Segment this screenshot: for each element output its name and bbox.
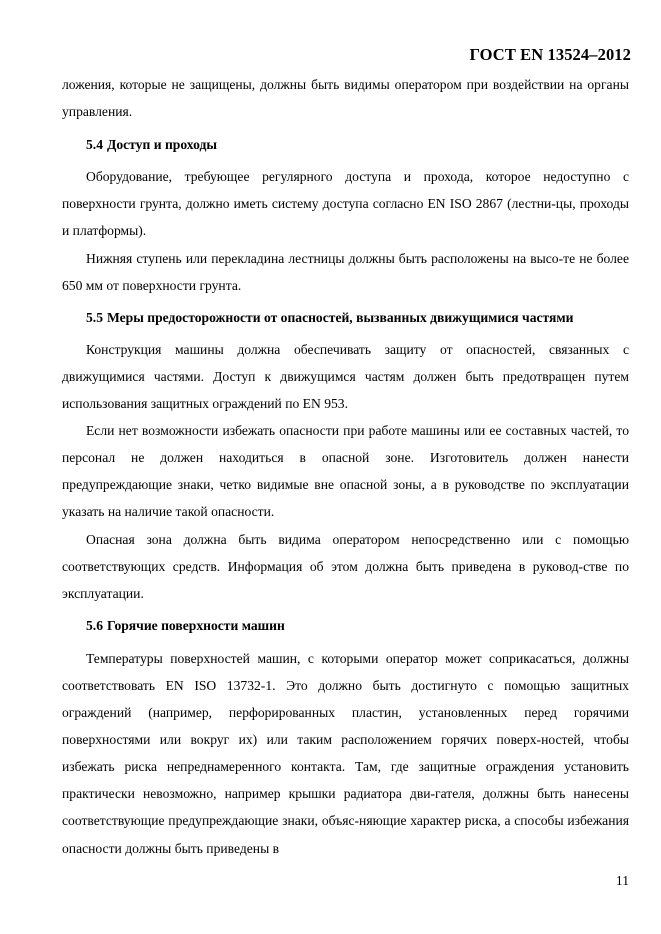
- continued-paragraph: ложения, которые не защищены, должны быть видимы оператором при воздействии на органы управления.: [62, 77, 629, 120]
- section-number: 5.4: [86, 137, 103, 153]
- section-title: Горячие поверхности машин: [107, 617, 285, 633]
- paragraph: Если нет возможности избежать опасности при работе машины или ее составных частей, то персонал не должен находиться в опасной зоне. Изготовитель должен нанести предупреждающие знаки, четко видимые вне опасной зоны, а в руководстве по эксплуатации указать на наличие такой опасности.: [62, 423, 629, 520]
- section-heading-5-5: [62, 304, 629, 331]
- page-number: 11: [615, 873, 629, 888]
- standard-designation: ГОСТ EN 13524–2012: [469, 45, 631, 64]
- paragraph: Оборудование, требующее регулярного доступа и прохода, которое недоступно с поверхности грунта, должно иметь систему доступа согласно EN ISO 2867 (лестни-цы, проходы и платформы).: [62, 169, 629, 239]
- paragraph: Температуры поверхностей машин, с которыми оператор может соприкасаться, должны соответствовать EN ISO 13732-1. Это должно быть достигнуто с помощью защитных ограждений (например, перфорированных пластин, установленных перед горячими поверхностями или вокруг их) или таким расположением горячих поверх-ностей, чтобы избежать риска непреднамеренного контакта. Там, где защитные ограждения установить практически невозможно, например крышки радиатора дви-гателя, должны быть нанесены соответствующие предупреждающие знаки, объяс-няющие характер риска, а способы избежания опасности должны быть приведены в: [62, 650, 629, 856]
- section-number: 5.6: [86, 617, 103, 633]
- paragraph: Опасная зона должна быть видима оператором непосредственно или с помощью соответствующих средств. Информация об этом должна быть приведена в руковод-стве по эксплуатации.: [62, 531, 629, 601]
- paragraph: Конструкция машины должна обеспечивать защиту от опасностей, связанных с движущимися частями. Доступ к движущимся частям должен быть предотвращен путем использования защитных ограждений по EN 953.: [62, 341, 629, 412]
- paragraph: Нижняя ступень или перекладина лестницы должны быть расположены на высо-те не более 650 мм от поверхности грунта.: [62, 250, 629, 293]
- section-number: 5.5: [86, 309, 103, 325]
- section-title: Доступ и проходы: [107, 137, 217, 153]
- section-heading-5-6: [62, 612, 629, 639]
- section-heading-5-4: [62, 131, 629, 158]
- section-title: Меры предосторожности от опасностей, вызванных движущимися частями: [107, 309, 574, 325]
- document-body: [62, 71, 629, 862]
